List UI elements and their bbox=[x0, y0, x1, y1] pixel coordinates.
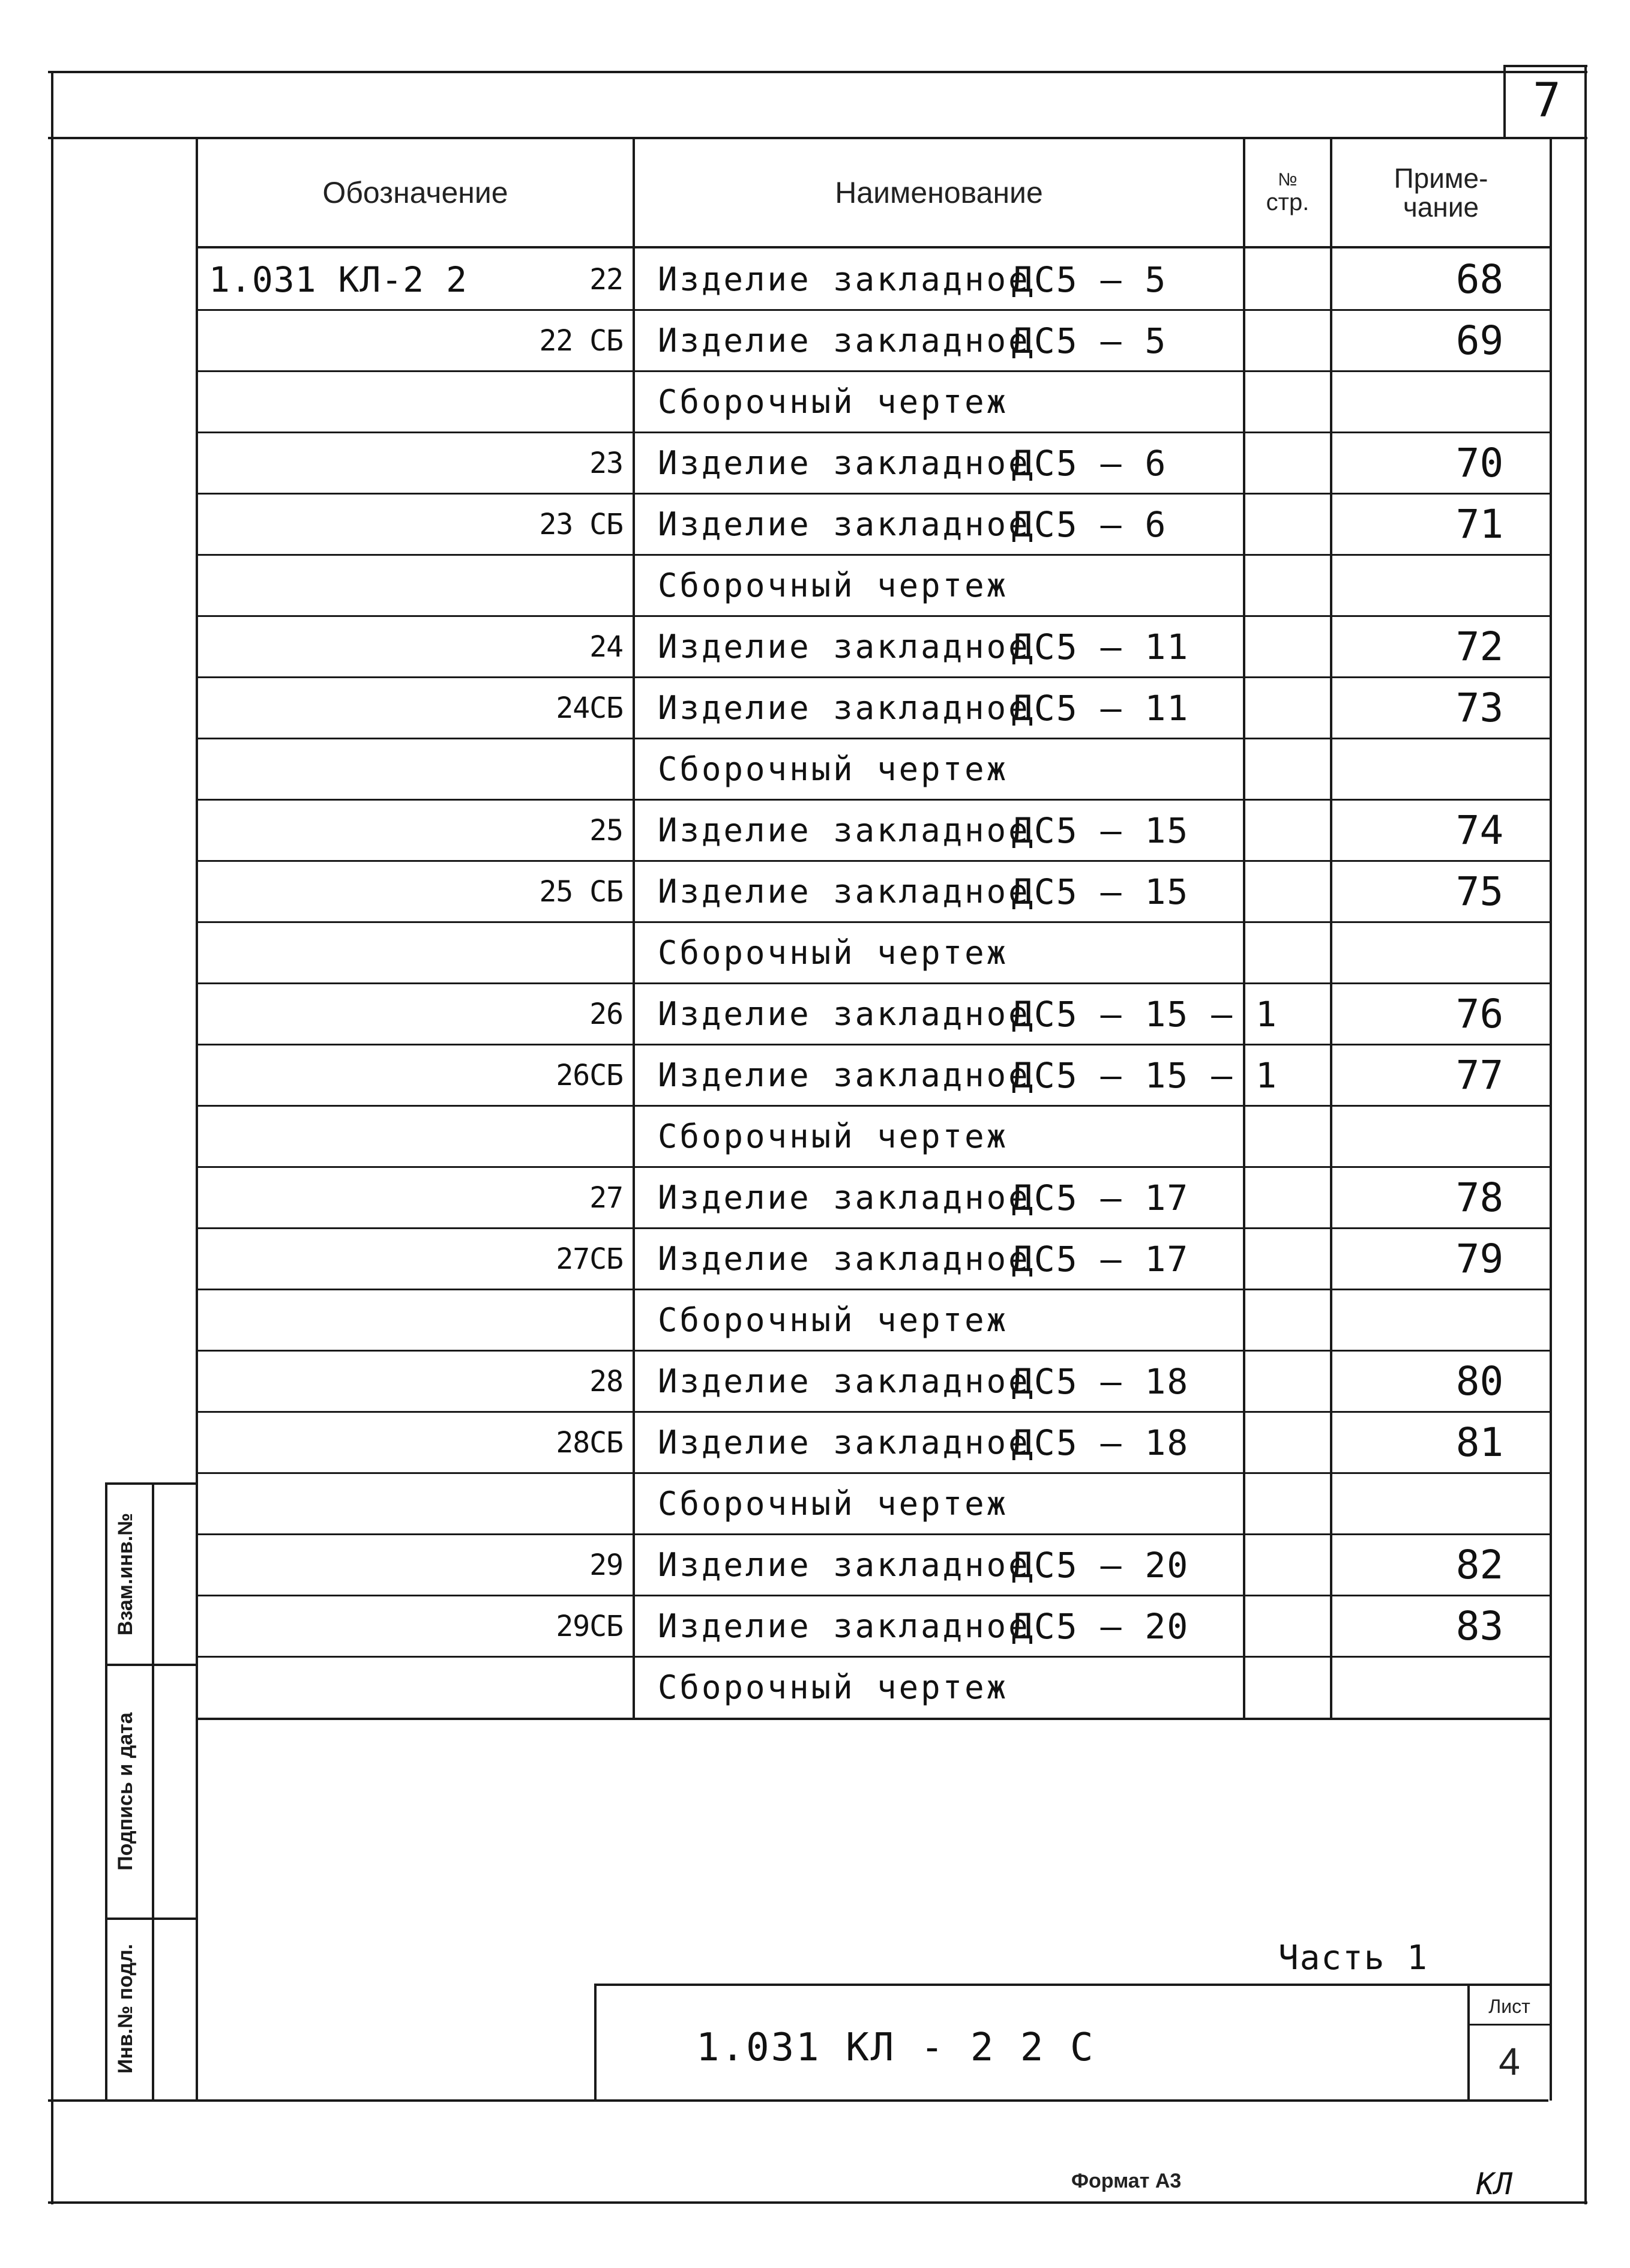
table-row bbox=[196, 1044, 1552, 1106]
header-page bbox=[1245, 139, 1330, 246]
row-name bbox=[634, 1167, 1436, 1229]
row-name bbox=[634, 248, 1436, 310]
row-name bbox=[634, 1289, 1436, 1351]
stamp-sheet-sep bbox=[1467, 2024, 1550, 2026]
row-page-number: 83 bbox=[1455, 1603, 1504, 1649]
row-name bbox=[634, 1473, 1436, 1535]
row-page bbox=[1436, 1473, 1523, 1535]
row-designation bbox=[196, 310, 634, 371]
row-name-code: ДС5 — 11 bbox=[1012, 626, 1189, 667]
row-designation bbox=[196, 371, 634, 433]
row-page bbox=[1436, 1105, 1523, 1167]
row-page-number: 79 bbox=[1455, 1236, 1504, 1282]
row-name bbox=[634, 922, 1436, 984]
row-designation-number: 27СБ bbox=[556, 1242, 623, 1276]
row-designation bbox=[196, 1167, 634, 1229]
row-name-code: ДС5 — 15 — 1 bbox=[1012, 1054, 1278, 1096]
row-page-number: 81 bbox=[1455, 1419, 1504, 1466]
table-row bbox=[196, 616, 1552, 678]
row-designation-number: 26 bbox=[589, 997, 623, 1031]
row-designation bbox=[196, 1534, 634, 1596]
row-name-code: ДС5 — 6 bbox=[1012, 504, 1167, 545]
row-name-text: Сборочный чертеж bbox=[658, 1117, 1009, 1155]
row-name bbox=[634, 983, 1436, 1045]
row-designation bbox=[196, 1412, 634, 1473]
row-name-code: ДС5 — 6 bbox=[1012, 442, 1167, 484]
row-name-code: ДС5 — 11 bbox=[1012, 687, 1189, 729]
row-name-text: Сборочный чертеж bbox=[658, 934, 1009, 972]
row-page bbox=[1436, 616, 1523, 678]
row-name-code: ДС5 — 5 bbox=[1012, 320, 1167, 361]
row-page bbox=[1436, 1044, 1523, 1106]
row-name-text: Изделие закладное bbox=[658, 1240, 1030, 1278]
row-designation bbox=[196, 738, 634, 800]
row-page-number: 74 bbox=[1455, 807, 1504, 853]
row-name bbox=[634, 1412, 1436, 1473]
row-designation-number: 29 bbox=[589, 1548, 623, 1582]
row-page bbox=[1436, 799, 1523, 861]
row-page-number: 78 bbox=[1455, 1175, 1504, 1221]
row-designation bbox=[196, 677, 634, 739]
outer-left-border bbox=[51, 71, 53, 2204]
table-row bbox=[196, 677, 1552, 739]
row-designation bbox=[196, 1289, 634, 1351]
row-designation bbox=[196, 799, 634, 861]
table-row bbox=[196, 922, 1552, 984]
row-name-text: Сборочный чертеж bbox=[658, 1668, 1009, 1706]
row-page bbox=[1436, 555, 1523, 616]
table-row bbox=[196, 1595, 1552, 1657]
row-page bbox=[1436, 1228, 1523, 1290]
row-name-text: Изделие закладное bbox=[658, 689, 1030, 727]
row-name bbox=[634, 310, 1436, 371]
row-page-number: 82 bbox=[1455, 1542, 1504, 1588]
row-designation bbox=[196, 861, 634, 922]
table-row bbox=[196, 799, 1552, 861]
row-designation bbox=[196, 922, 634, 984]
row-name bbox=[634, 616, 1436, 678]
table-row bbox=[196, 1167, 1552, 1229]
stamp-sheet-label: Лист bbox=[1488, 1995, 1530, 2017]
row-name-code: ДС5 — 20 bbox=[1012, 1544, 1189, 1586]
row-name bbox=[634, 371, 1436, 433]
row-name-code: ДС5 — 15 bbox=[1012, 810, 1189, 851]
row-designation bbox=[196, 983, 634, 1045]
row-name-text: Изделие закладное bbox=[658, 260, 1030, 298]
table-row bbox=[196, 738, 1552, 800]
table-row bbox=[196, 1350, 1552, 1412]
table-row bbox=[196, 1534, 1552, 1596]
row-name bbox=[634, 493, 1436, 555]
sheet-number: 7 bbox=[1533, 74, 1561, 128]
row-name-text: Изделие закладное bbox=[658, 1179, 1030, 1217]
row-name-code: ДС5 — 18 bbox=[1012, 1422, 1189, 1463]
row-page-number: 68 bbox=[1455, 256, 1504, 302]
table-row bbox=[196, 1473, 1552, 1535]
table-row bbox=[196, 1412, 1552, 1473]
row-name-text: Изделие закладное bbox=[658, 1424, 1030, 1461]
header-page-line2: стр. bbox=[1266, 188, 1310, 215]
row-name-text: Сборочный чертеж bbox=[658, 383, 1009, 421]
outer-right-border bbox=[1584, 65, 1587, 2204]
row-designation-number: 28 bbox=[589, 1364, 623, 1398]
row-name-code: ДС5 — 20 bbox=[1012, 1605, 1189, 1647]
row-name-text: Изделие закладное bbox=[658, 322, 1030, 359]
row-name-text: Изделие закладное bbox=[658, 873, 1030, 910]
row-designation bbox=[196, 555, 634, 616]
row-page-number: 70 bbox=[1455, 440, 1504, 486]
row-page bbox=[1436, 677, 1523, 739]
row-name-text: Сборочный чертеж bbox=[658, 750, 1009, 788]
row-name bbox=[634, 1350, 1436, 1412]
outer-top-border bbox=[48, 71, 1587, 73]
row-designation bbox=[196, 1105, 634, 1167]
table-row bbox=[196, 371, 1552, 433]
row-name-code: ДС5 — 15 — 1 bbox=[1012, 993, 1278, 1035]
row-name bbox=[634, 1228, 1436, 1290]
table-row bbox=[196, 1105, 1552, 1167]
table-row bbox=[196, 861, 1552, 922]
header-page-line1: № bbox=[1278, 170, 1298, 190]
table-row bbox=[196, 248, 1552, 310]
row-page bbox=[1436, 861, 1523, 922]
row-name bbox=[634, 799, 1436, 861]
table-row bbox=[196, 983, 1552, 1045]
header-note-line1: Приме- bbox=[1394, 162, 1488, 194]
row-name-text: Сборочный чертеж bbox=[658, 1301, 1009, 1339]
row-designation bbox=[196, 493, 634, 555]
row-designation bbox=[196, 616, 634, 678]
row-page-number: 69 bbox=[1455, 317, 1504, 364]
row-page-number: 72 bbox=[1455, 624, 1504, 670]
header-designation: Обозначение bbox=[322, 175, 508, 209]
row-page bbox=[1436, 371, 1523, 433]
row-name bbox=[634, 677, 1436, 739]
row-name-code: ДС5 — 5 bbox=[1012, 259, 1167, 300]
row-page bbox=[1436, 248, 1523, 310]
table-row bbox=[196, 432, 1552, 494]
row-name bbox=[634, 1105, 1436, 1167]
row-name-code: ДС5 — 15 bbox=[1012, 871, 1189, 912]
format-label: Формат А3 bbox=[1071, 2170, 1182, 2192]
stamp-left bbox=[594, 1984, 597, 2101]
row-name-text: Изделие закладное bbox=[658, 444, 1030, 482]
outer-bottom-border bbox=[48, 2201, 1587, 2204]
row-designation bbox=[196, 1656, 634, 1718]
row-page-number: 71 bbox=[1455, 501, 1504, 547]
side-block-mid bbox=[152, 1482, 154, 2101]
row-name bbox=[634, 432, 1436, 494]
row-page bbox=[1436, 1167, 1523, 1229]
header-note-line2: чание bbox=[1403, 191, 1479, 223]
row-designation-prefix: 1.031 КЛ-2 2 bbox=[209, 259, 468, 300]
row-page bbox=[1436, 1534, 1523, 1596]
row-page-number: 76 bbox=[1455, 991, 1504, 1037]
row-name bbox=[634, 555, 1436, 616]
row-page bbox=[1436, 1412, 1523, 1473]
row-designation bbox=[196, 248, 634, 310]
row-name-code: ДС5 — 18 bbox=[1012, 1361, 1189, 1402]
row-designation-number: 24СБ bbox=[556, 691, 623, 725]
part-label: Часть 1 bbox=[1278, 1939, 1429, 1978]
row-designation-number: 29СБ bbox=[556, 1609, 623, 1643]
stamp-sheet-value: 4 bbox=[1499, 2040, 1520, 2083]
row-designation bbox=[196, 1044, 634, 1106]
row-name-text: Изделие закладное bbox=[658, 1056, 1030, 1094]
side-label-swap-inv: Взам.инв.№ bbox=[114, 1512, 137, 1636]
stamp-top bbox=[594, 1984, 1550, 1986]
row-name bbox=[634, 738, 1436, 800]
row-name-text: Сборочный чертеж bbox=[658, 1485, 1009, 1523]
row-name bbox=[634, 1595, 1436, 1657]
row-designation-number: 22 bbox=[589, 262, 623, 296]
row-name-text: Изделие закладное bbox=[658, 1607, 1030, 1645]
row-page bbox=[1436, 922, 1523, 984]
row-designation-number: 26СБ bbox=[556, 1058, 623, 1092]
stamp-sheet-divider bbox=[1467, 1984, 1470, 2101]
row-page bbox=[1436, 1595, 1523, 1657]
row-designation-number: 24 bbox=[589, 630, 623, 664]
row-designation-number: 23 bbox=[589, 446, 623, 480]
row-page bbox=[1436, 493, 1523, 555]
row-designation bbox=[196, 1350, 634, 1412]
row-designation-number: 22 СБ bbox=[539, 323, 623, 358]
row-designation bbox=[196, 1473, 634, 1535]
row-name-text: Изделие закладное bbox=[658, 1546, 1030, 1584]
lower-strip-top bbox=[48, 2099, 1548, 2102]
header-note bbox=[1332, 139, 1550, 246]
row-page-number: 77 bbox=[1455, 1052, 1504, 1098]
row-name-text: Изделие закладное bbox=[658, 505, 1030, 543]
row-page-number: 80 bbox=[1455, 1358, 1504, 1404]
side-label-sign-date: Подпись и дата bbox=[114, 1712, 137, 1871]
row-name-text: Сборочный чертеж bbox=[658, 567, 1009, 604]
row-designation bbox=[196, 1595, 634, 1657]
row-designation-number: 27 bbox=[589, 1181, 623, 1215]
header-name: Наименование bbox=[835, 175, 1043, 209]
table-row bbox=[196, 555, 1552, 616]
row-name-text: Изделие закладное bbox=[658, 995, 1030, 1033]
side-label-inv-orig: Инв.№ подл. bbox=[114, 1943, 137, 2074]
row-page bbox=[1436, 310, 1523, 371]
table-row bbox=[196, 310, 1552, 371]
initials: КЛ bbox=[1476, 2167, 1513, 2201]
row-page bbox=[1436, 983, 1523, 1045]
stamp-designation: 1.031 КЛ - 2 2 С bbox=[696, 2026, 1095, 2070]
row-designation bbox=[196, 1228, 634, 1290]
row-designation-number: 23 СБ bbox=[539, 507, 623, 541]
row-name-text: Изделие закладное bbox=[658, 628, 1030, 666]
table-row bbox=[196, 1228, 1552, 1290]
row-name bbox=[634, 861, 1436, 922]
row-designation-number: 25 bbox=[589, 813, 623, 847]
side-block-left bbox=[105, 1482, 107, 2101]
row-designation bbox=[196, 432, 634, 494]
row-name-text: Изделие закладное bbox=[658, 811, 1030, 849]
row-name bbox=[634, 1044, 1436, 1106]
row-name bbox=[634, 1656, 1436, 1718]
row-page bbox=[1436, 1656, 1523, 1718]
table-row bbox=[196, 1656, 1552, 1718]
row-page-number: 73 bbox=[1455, 685, 1504, 731]
row-name-code: ДС5 — 17 bbox=[1012, 1238, 1189, 1280]
table-row bbox=[196, 1289, 1552, 1351]
row-name-code: ДС5 — 17 bbox=[1012, 1177, 1189, 1218]
row-page bbox=[1436, 738, 1523, 800]
row-designation-number: 25 СБ bbox=[539, 874, 623, 909]
row-page bbox=[1436, 1289, 1523, 1351]
row-name-text: Изделие закладное bbox=[658, 1362, 1030, 1400]
row-designation-number: 28СБ bbox=[556, 1425, 623, 1460]
row-page bbox=[1436, 1350, 1523, 1412]
row-name bbox=[634, 1534, 1436, 1596]
row-page bbox=[1436, 432, 1523, 494]
table-row bbox=[196, 493, 1552, 555]
row-page-number: 75 bbox=[1455, 868, 1504, 915]
